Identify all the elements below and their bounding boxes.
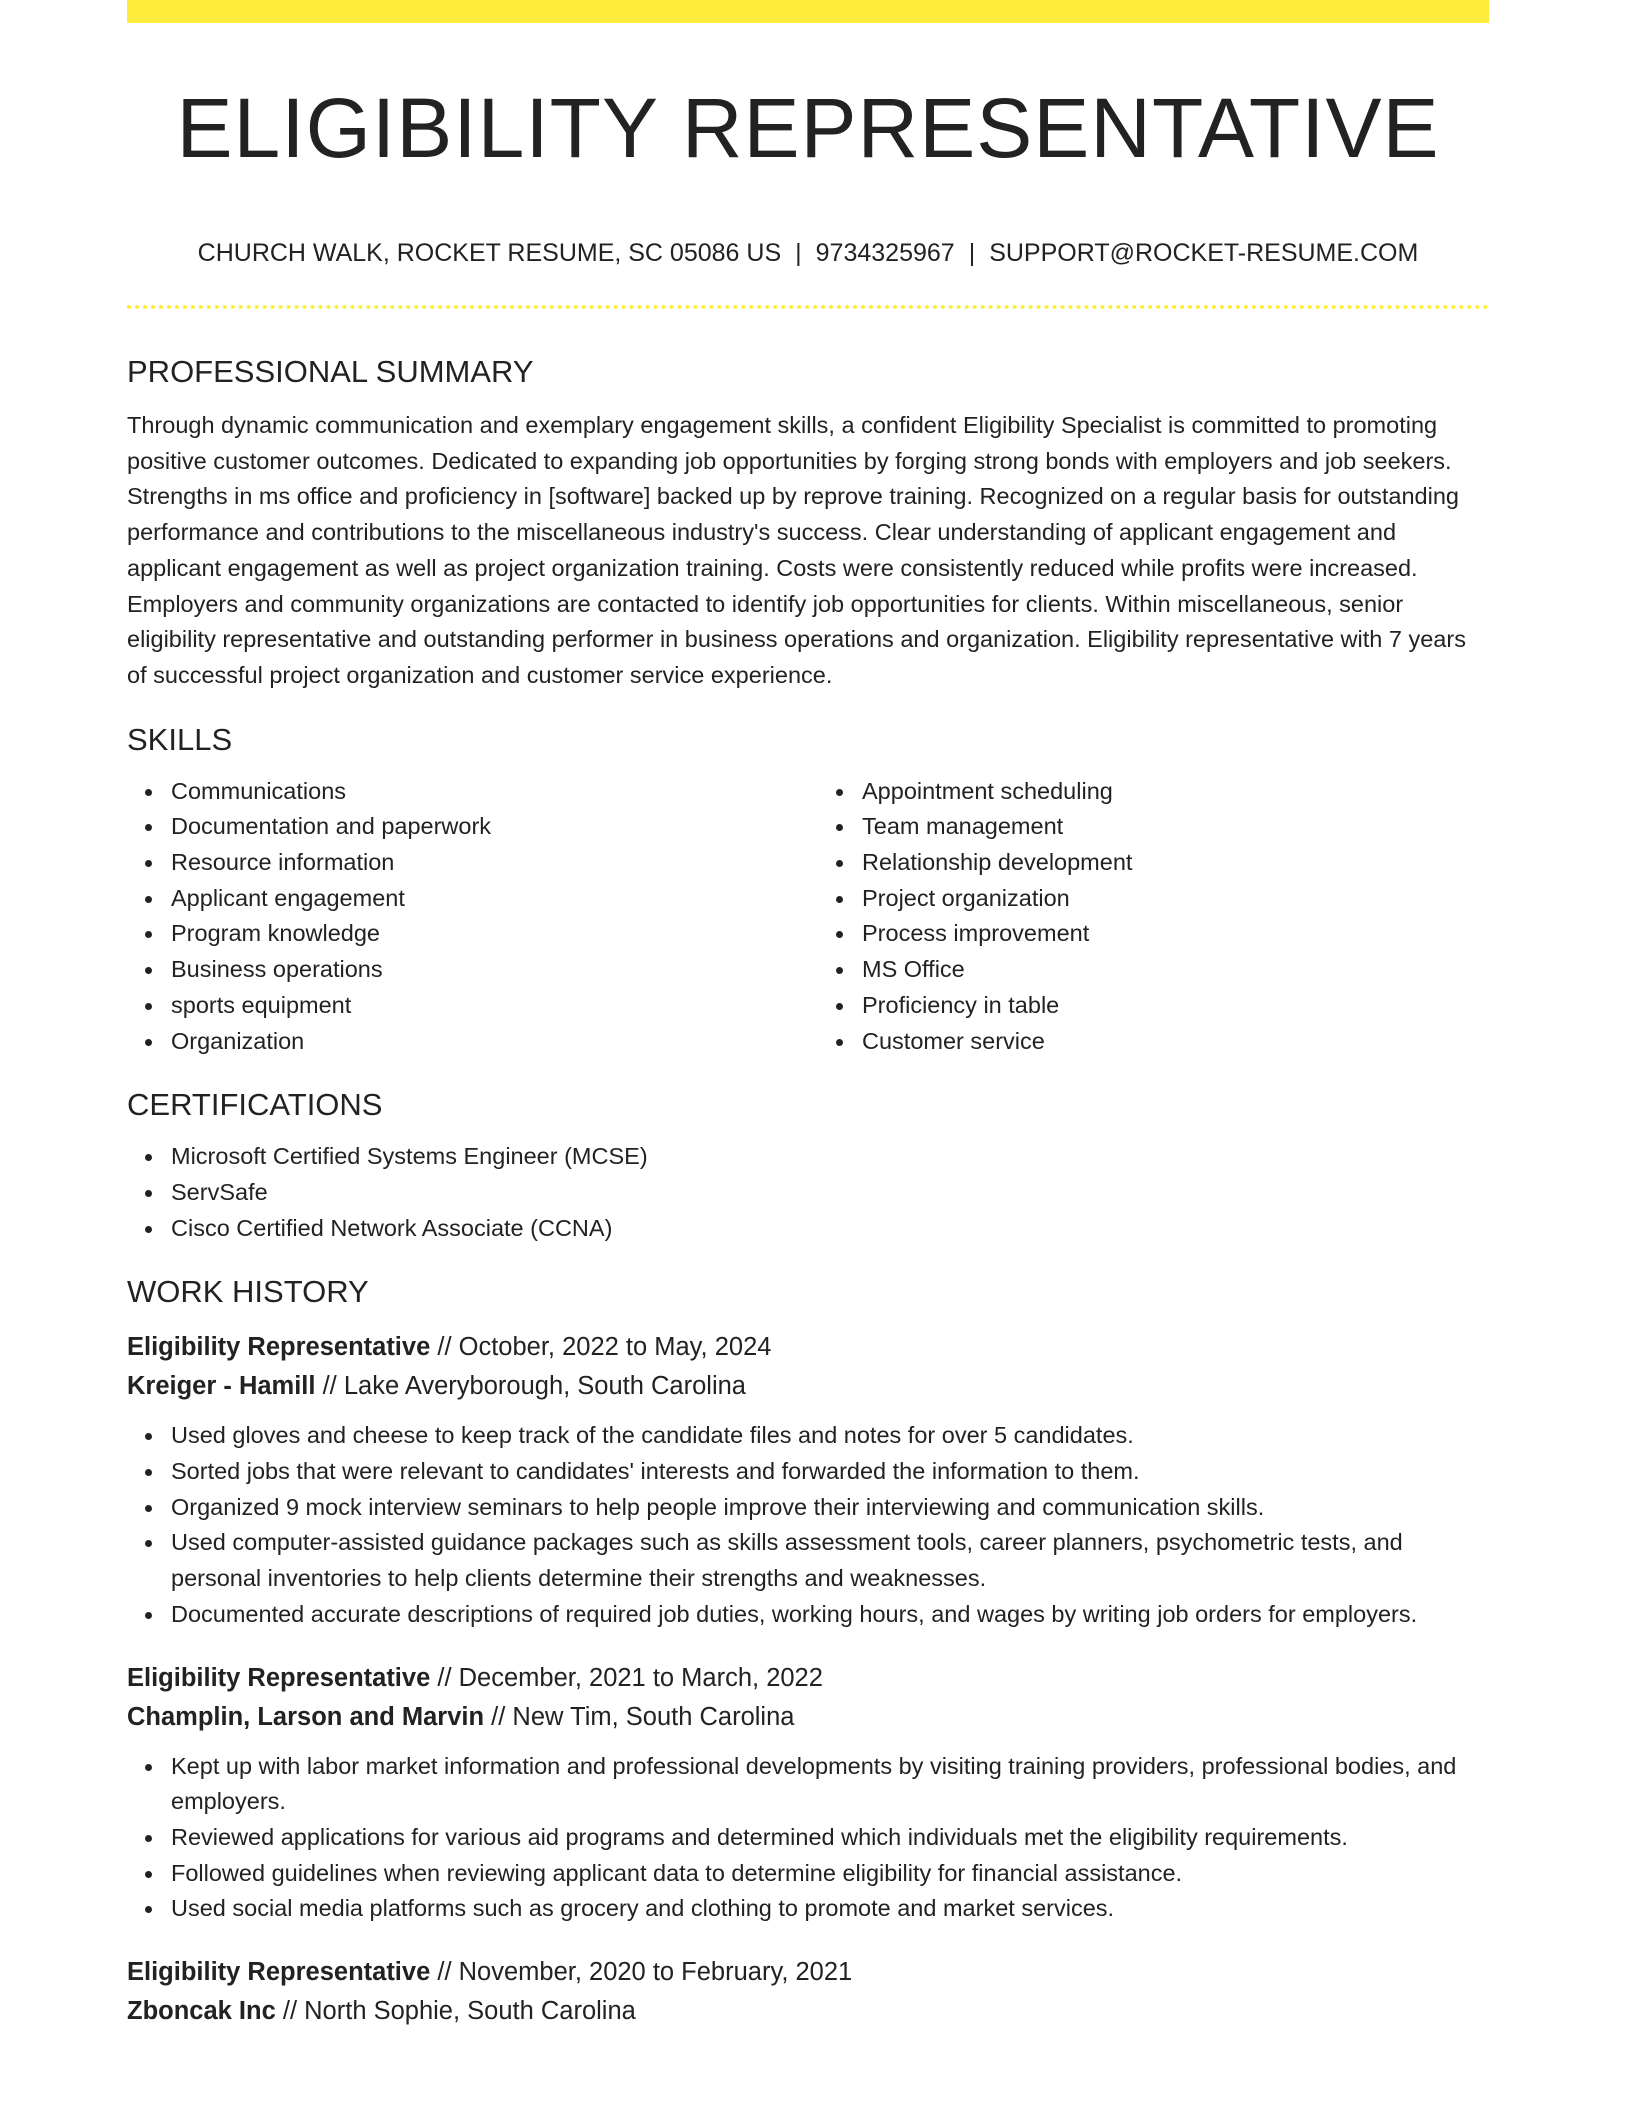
job-entry: [127, 1953, 1489, 2031]
job-location: Lake Averyborough, South Carolina: [343, 1372, 746, 1401]
certifications-section: [127, 1083, 1489, 1246]
skill-item: sports equipment: [171, 988, 798, 1024]
summary-text: Through dynamic communication and exemplary engagement skills, a confident Eligibility Specialist is committed to promoting positive customer outcomes. Dedicated to expanding job opportunities by forging strong bonds with employers and job seekers. Strengths in ms office and proficiency in [software] backed up by reprove training. Recognized on a regular basis for outstanding performance and contributions to the miscellaneous industry's success. Clear understanding of applicant engagement and applicant engagement as well as project organization training. Costs were consistently reduced while profits were increased. Employers and community organizations are contacted to identify job opportunities for clients. Within miscellaneous, senior eligibility representative and outstanding performer in business operations and organization. Eligibility representative with 7 years of successful project organization and customer service experience.: [127, 412, 1466, 688]
job-separator: //: [437, 1958, 452, 1987]
skill-item: Business operations: [171, 952, 798, 988]
candidate-name: ELIGIBILITY REPRESENTATIVE: [176, 81, 1440, 175]
job-dates: December, 2021 to March, 2022: [458, 1663, 823, 1692]
certifications-list: [127, 1139, 1489, 1246]
job-separator: //: [437, 1333, 452, 1362]
skill-item: Organization: [171, 1024, 798, 1060]
skill-item: Program knowledge: [171, 916, 798, 952]
skill-item: Relationship development: [862, 845, 1489, 881]
contact-separator: |: [795, 239, 802, 267]
certification-item: ServSafe: [171, 1175, 1489, 1211]
job-dates: November, 2020 to February, 2021: [458, 1958, 853, 1987]
skill-item: Applicant engagement: [171, 881, 798, 917]
work-history-title: WORK HISTORY: [127, 1274, 369, 1310]
job-role-line: [127, 1953, 1489, 1992]
job-role: Eligibility Representative: [127, 1663, 431, 1692]
job-company-line: [127, 1367, 1489, 1406]
certification-item: Microsoft Certified Systems Engineer (MCSE): [171, 1139, 1489, 1175]
job-bullet: Used gloves and cheese to keep track of the candidate files and notes for over 5 candidates.: [171, 1418, 1489, 1454]
job-bullet: Documented accurate descriptions of required job duties, working hours, and wages by writing job orders for employers.: [171, 1597, 1489, 1633]
job-bullet: Followed guidelines when reviewing applicant data to determine eligibility for financial assistance.: [171, 1856, 1489, 1892]
skill-item: Appointment scheduling: [862, 774, 1489, 810]
job-bullet: Sorted jobs that were relevant to candidates' interests and forwarded the information to them.: [171, 1454, 1489, 1490]
job-separator: //: [322, 1372, 337, 1401]
job-bullets: [127, 1749, 1489, 1928]
skill-item: Communications: [171, 774, 798, 810]
job-bullet: Organized 9 mock interview seminars to help people improve their interviewing and communication skills.: [171, 1490, 1489, 1526]
job-location: New Tim, South Carolina: [512, 1702, 795, 1731]
resume-sections: [127, 350, 1489, 2031]
contact-address: CHURCH WALK, ROCKET RESUME, SC 05086 US: [197, 239, 782, 267]
skill-item: Resource information: [171, 845, 798, 881]
skill-item: Customer service: [862, 1024, 1489, 1060]
job-bullet: Used computer-assisted guidance packages such as skills assessment tools, career planners, psychometric tests, and personal inventories to help clients determine their strengths and weaknesses.: [171, 1525, 1489, 1596]
contact-email: SUPPORT@ROCKET-RESUME.COM: [989, 239, 1419, 267]
job-entry: [127, 1328, 1489, 1632]
job-separator: //: [491, 1702, 506, 1731]
job-company-line: [127, 1698, 1489, 1737]
work-history-section: [127, 1270, 1489, 2031]
skills-title: SKILLS: [127, 721, 233, 757]
contact-line: [127, 236, 1489, 270]
skill-item: Project organization: [862, 881, 1489, 917]
job-company: Zboncak Inc: [127, 1997, 276, 2026]
job-company: Champlin, Larson and Marvin: [127, 1702, 485, 1731]
skills-list-right: [818, 774, 1489, 1060]
job-bullet: Used social media platforms such as grocery and clothing to promote and market services.: [171, 1891, 1489, 1927]
skills-list-left: [127, 774, 798, 1060]
job-bullet: Kept up with labor market information and professional developments by visiting training providers, professional bodies, and employers.: [171, 1749, 1489, 1820]
job-dates: October, 2022 to May, 2024: [458, 1333, 772, 1362]
summary-section: [127, 350, 1489, 694]
skill-item: Team management: [862, 809, 1489, 845]
summary-title: PROFESSIONAL SUMMARY: [127, 354, 534, 389]
contact-separator: |: [968, 239, 976, 267]
skills-grid: [127, 774, 1489, 1060]
job-bullets: [127, 1418, 1489, 1632]
certification-item: Cisco Certified Network Associate (CCNA): [171, 1211, 1489, 1247]
skill-item: Proficiency in table: [862, 988, 1489, 1024]
skill-item: MS Office: [862, 952, 1489, 988]
job-separator: //: [282, 1997, 298, 2026]
contact-phone: 9734325967: [815, 239, 955, 267]
job-company-line: [127, 1992, 1489, 2031]
job-role-line: [127, 1328, 1489, 1367]
top-accent-bar: [127, 0, 1489, 23]
job-location: North Sophie, South Carolina: [304, 1997, 636, 2026]
job-entry: [127, 1659, 1489, 1928]
job-role: Eligibility Representative: [127, 1333, 431, 1362]
skill-item: Process improvement: [862, 916, 1489, 952]
skills-section: [127, 718, 1489, 1060]
job-company: Kreiger - Hamill: [127, 1372, 316, 1401]
job-role-line: [127, 1659, 1489, 1698]
job-bullet: Reviewed applications for various aid programs and determined which individuals met the eligibility requirements.: [171, 1820, 1489, 1856]
job-separator: //: [437, 1663, 452, 1692]
job-role: Eligibility Representative: [127, 1958, 431, 1987]
skill-item: Documentation and paperwork: [171, 809, 798, 845]
header-divider: [127, 305, 1489, 309]
certifications-title: CERTIFICATIONS: [127, 1087, 383, 1123]
